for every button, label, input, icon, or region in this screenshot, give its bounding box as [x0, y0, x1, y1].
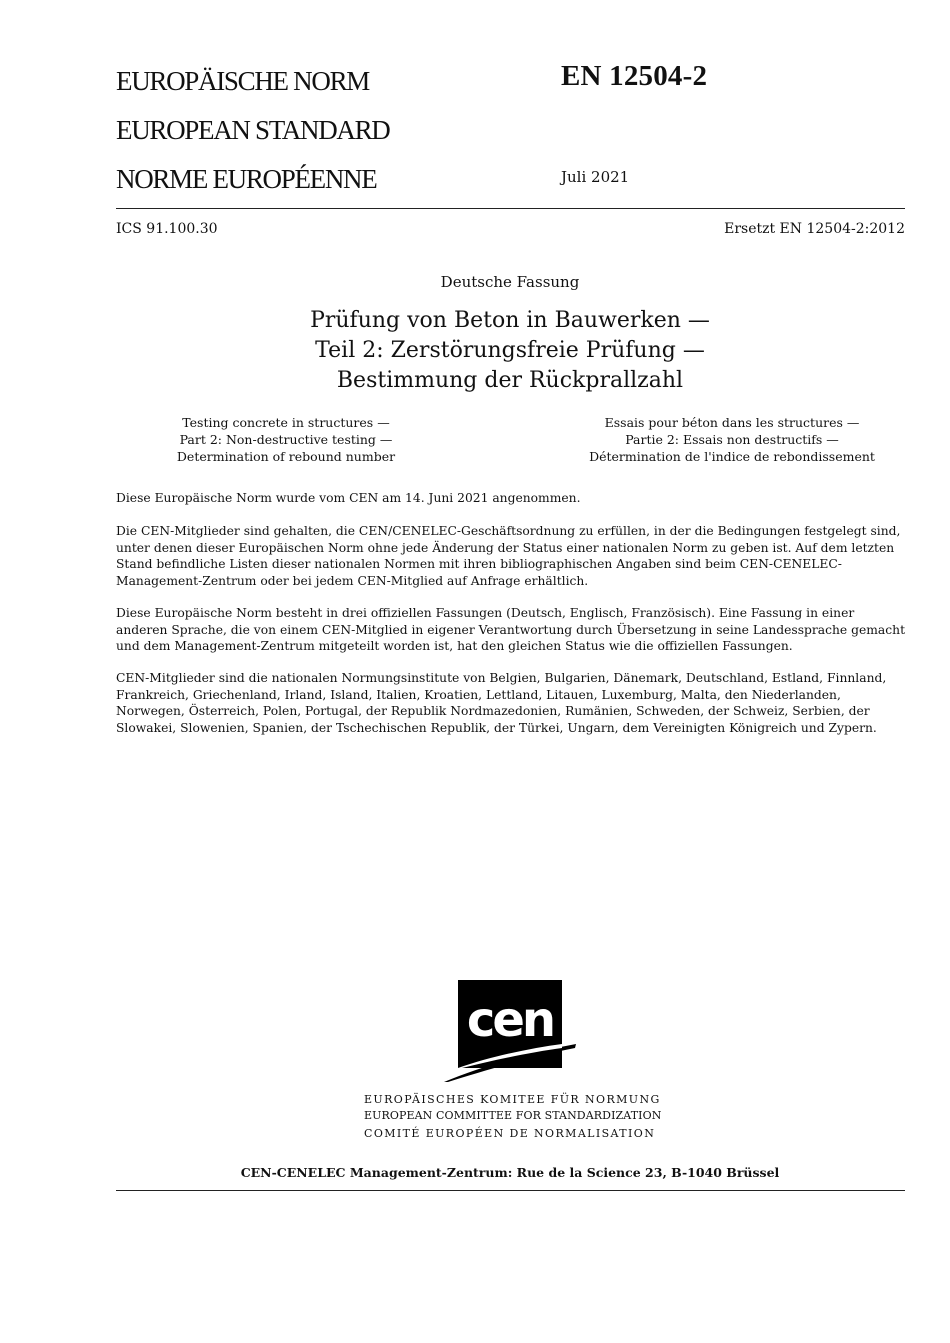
language-version: Deutsche Fassung — [440, 273, 580, 291]
committee-name-de: EUROPÄISCHES KOMITEE FÜR NORMUNG — [364, 1093, 661, 1106]
french-title-line-3: Détermination de l'indice de rebondissement — [589, 449, 875, 464]
cen-rules-paragraph: Die CEN-Mitglieder sind gehalten, die CEN/CENELEC-Geschäftsordnung zu erfüllen, in der die Bedingungen festgelegt sind, unter denen dieser Europäischen Norm ohne jede Änderung der Status einer nationalen Norm zu geben ist. Auf dem letzten Stand befindliche Listen dieser nationalen Normen mit ihren bibliographischen Angaben sind beim CEN-CENELEC-Management-Zentrum oder bei jedem CEN-Mitglied auf Anfrage erhältlich. — [116, 524, 901, 588]
main-title — [0, 306, 950, 396]
english-title-line-1: Testing concrete in structures — — [182, 415, 390, 430]
header-rule — [116, 208, 905, 209]
cen-logo — [442, 978, 582, 1084]
main-title-line-2: Teil 2: Zerstörungsfreie Prüfung — — [315, 338, 705, 363]
french-title — [572, 414, 892, 465]
management-centre-address: CEN-CENELEC Management-Zentrum: Rue de la Science 23, B-1040 Brüssel — [240, 1165, 780, 1180]
publication-date: Juli 2021 — [561, 168, 630, 186]
adoption-paragraph: Diese Europäische Norm wurde vom CEN am 14. Juni 2021 angenommen. — [116, 491, 581, 505]
footer-rule — [116, 1190, 905, 1191]
replaces-note: Ersetzt EN 12504-2:2012 — [724, 221, 905, 237]
main-title-line-3: Bestimmung der Rückprallzahl — [336, 368, 684, 393]
members-paragraph: CEN-Mitglieder sind die nationalen Normungsinstitute von Belgien, Bulgarien, Dänemark, Deutschland, Estland, Finnland, Frankreich, Griechenland, Irland, Island, Italien, Kroatien, Lettland, Litauen, Luxemburg, Malta, den Niederlanden, Norwegen, Österreich, Polen, Portugal, der Republik Nordmazedonien, Rumänien, Schweden, der Schweiz, Serbien, der Slowakei, Slowenien, Spanien, der Tschechischen Republik, der Türkei, Ungarn, dem Vereinigten Königreich und Zypern. — [116, 671, 887, 735]
english-title-line-3: Determination of rebound number — [176, 449, 396, 464]
english-title-line-2: Part 2: Non-destructive testing — — [179, 432, 393, 447]
official-versions-paragraph: Diese Europäische Norm besteht in drei offiziellen Fassungen (Deutsch, Englisch, Französisch). Eine Fassung in einer anderen Sprache, die von einem CEN-Mitglied in eigener Verantwortung durch Übersetzung in seine Landessprache gemacht und dem Management-Zentrum mitgeteilt worden ist, hat den gleichen Status wie die offiziellen Fassungen. — [116, 606, 906, 653]
cen-logo-text: cen — [466, 992, 554, 1048]
french-title-line-1: Essais pour béton dans les structures — — [604, 415, 860, 430]
norm-title-fr: NORME EUROPÉENNE — [116, 164, 377, 194]
committee-name-en: EUROPEAN COMMITTEE FOR STANDARDIZATION — [364, 1109, 662, 1122]
document-number: EN 12504-2 — [561, 60, 708, 92]
norm-title-de: EUROPÄISCHE NORM — [116, 66, 369, 96]
french-title-line-2: Partie 2: Essais non destructifs — — [625, 432, 839, 447]
committee-name-fr: COMITÉ EUROPÉEN DE NORMALISATION — [364, 1127, 656, 1140]
english-title — [126, 414, 446, 465]
ics-code: ICS 91.100.30 — [116, 221, 218, 237]
main-title-line-1: Prüfung von Beton in Bauwerken — — [310, 308, 710, 333]
norm-title-en: EUROPEAN STANDARD — [116, 115, 390, 145]
